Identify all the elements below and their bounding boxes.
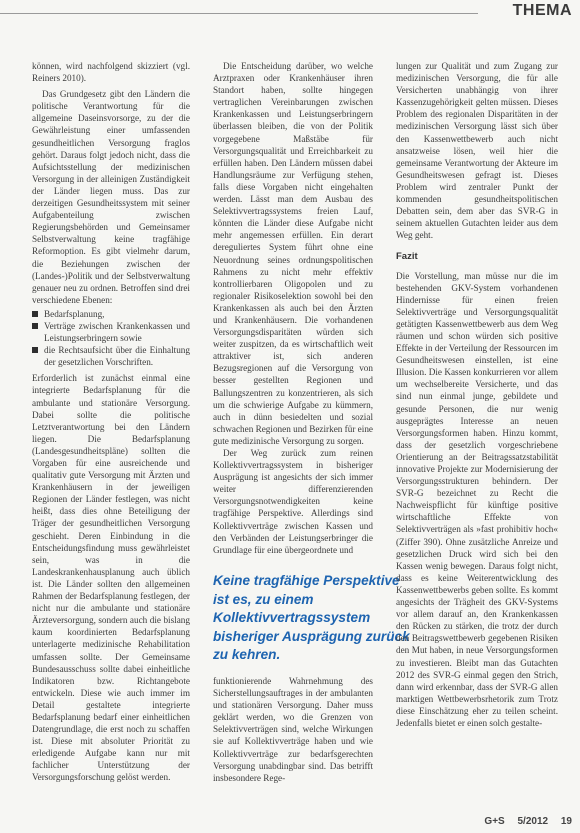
text-column-2 xyxy=(213,60,373,556)
text-column-3 xyxy=(396,60,558,729)
bullet-icon xyxy=(32,347,38,353)
paragraph: lungen zur Qualität und zum Zugang zur medizinischen Versorgung, die für alle Versicherten unabhängig von ihrer Kassenzugehörigkeit gelten müssen. Dieses Problem des regionalen Disparitäten in der medizinischen Versorgung lässt sich über den Kassenwettbewerb auch nicht ansatzweise lösen, weil hier die gemeinsame Verantwortung der Akteure im Gesundheitswesen gefragt ist. Dieses Problem wird zentraler Punkt der kommenden gesundheitspolitischen Debatten sein, dem aber das SVR-G in seinem aktuellen Gutachten leider aus dem Weg geht. xyxy=(396,61,558,241)
paragraph: Die Entscheidung darüber, wo welche Arztpraxen oder Krankenhäuser ihren Standort haben, sollte hingegen vertraglichen Vereinbarungen zwischen Krankenkassen und Leistungserbringern überlassen bleiben, die von der Politik vorgegebene Maßstäbe für Versorgungsqualität und Erreichbarkeit zu erfüllen haben. Den Ländern müssen dabei Handlungsräume zur Verfügung stehen, falls diese Vorgaben nicht eingehalten werden. Lässt man dem Ausbau des Selektivvertragssystems freien Lauf, könnten die Länder diese Aufgabe nicht mehr angemessen erfüllen. Ein derart dereguliertes System führt ohne eine Neuordnung seines ordnungspolitischen Rahmens zu nicht mehr effektiv kontrollierbaren Oligopolen und zu regionaler Risikoselektion sowohl bei den Krankenkassen als auch bei den Ärzten und Krankenhäusern. Die vorhandenen Versorgungsdisparitäten würden sich weiter zuspitzen, da es wirtschaftlich weit attraktiver ist, sich anderen Bezugsregionen auf die Versorgung von besser gestellten Regionen und Ballungszentren zu konzentrieren, als sich um die schwierige Aufgabe zu kümmern, auch in dünn besiedelten und sozial schwachen Regionen und Bezirken für eine gute medizinische Versorgung zu sorgen. xyxy=(213,61,373,446)
issue-number: 5/2012 xyxy=(517,816,549,827)
section-heading: Fazit xyxy=(396,251,418,263)
paragraph: Das Grundgesetz gibt den Ländern die politische Verantwortung für die allgemeine Daseinsvorsorge, zu der die Gewährleistung einer umfassenden gesundheitlichen Versorgung fraglos gehört. Daraus folgt jedoch nicht, dass die Aufsichtsstellung der medizinischen Versorgung in der alleinigen Zuständigkeit der Länder liegen muss. Das zur derzeitigen Gesundheitssystem mit seiner Aufgabenteilung zwischen Regierungsbehörden und Gemeinsamer Selbstverwaltung keine tragfähige Reformoption. Es gibt vielmehr darum, die Beziehungen zwischen der (Landes-)Politik und der Selbstverwaltung genauer neu zu ordnen. Betroffen sind drei verschiedene Ebenen: xyxy=(32,89,190,305)
paragraph: Die Vorstellung, man müsse nur die im bestehenden GKV-System vorhandenen Hindernisse für einen freien Selektivverträge und Versorgungsqualität getätigten Kassenwettbewerb aus dem Weg räumen und schon würden sich positive Effekte in der Verteilung der Ressourcen im Gesundheitswesen einstellen, ist eine Illusion. Die Kassen konkurrieren vor allem um wechselbereite Versicherte, und das sind nun einmal junge, gebildete und gesunde Personen, die nur wenig ausgeprägtes Interesse an neuen Versorgungsformen haben. Hinzu kommt, dass der gesetzlich vorgeschriebene Orientierung an der Beitragssatzstabilität innovative Projekte zur Modernisierung der Versorgungsstrukturen behindern. Der SVR-G bezeichnet zu Recht die Nachweispflicht für künftige positive wirtschaftliche Effekte von Selektivverträgen als »fast prohibitiv hoch« (Ziffer 390). Ohne zusätzliche Anreize und gesetzlichen Druck wird sich bei den Kassen wenig bewegen. Daraus folgt nicht, dass es keine Weiterentwicklung des Kassenwettbewerbs geben sollte. Es kommt angesichts der Trägheit des GKV-Systems vor allem darauf an, den Krankenkassen den Rücken zu stärken, die trotz der durch den Beitragswettbewerb gegebenen Risiken den Mut haben, in neue Versorgungsformen zu investieren. Bleibt man das Gutachten 2012 des SVR-G einmal gegen den Strich, dann wird erkennbar, dass der SVR-G allen marktigen Wettbewerbsrhetorik zum Trotz diese Einschätzung eher zu teilen scheint. Jedenfalls bietet er einen solch gestalte- xyxy=(396,270,558,728)
bullet-icon xyxy=(32,311,38,317)
bullet-icon xyxy=(32,323,38,329)
paragraph: funktionierende Wahrnehmung des Sicherstellungsauftrages in der ambulanten und stationären Versorgung. Daher muss geklärt werden, wo die Grenzen von Selektivverträgen sind, welche Wirkungen sie auf Kollektivverträge haben und wie Kollektivverträge zur bedarfsgerechten Versorgung unabdingbar sind. Das betrifft insbesondere Rege- xyxy=(213,676,373,783)
header-rule xyxy=(0,13,478,14)
bullet-list xyxy=(32,308,190,368)
list-item: Bedarfsplanung, xyxy=(32,308,190,320)
section-label: THEMA xyxy=(512,2,572,19)
page-header xyxy=(0,0,580,22)
text-column-2-continued xyxy=(213,675,373,784)
pull-quote: Keine tragfähige Perspektive ist es, zu einem Kollektivvertragssystem bisheriger Ausprägung zurück zu kehren. xyxy=(213,573,410,662)
list-item: die Rechtsaufsicht über die Einhaltung der gesetzlichen Vorschriften. xyxy=(32,344,190,368)
paragraph: können, wird nachfolgend skizziert (vgl. Reiners 2010). xyxy=(32,61,190,84)
page-number: 19 xyxy=(560,816,572,827)
journal-name: G+S xyxy=(484,816,505,827)
paragraph: Der Weg zurück zum reinen Kollektivvertragssystem in bisheriger Ausprägung ist angesichts der sich immer weiter differenzierenden Versorgungsnotwendigkeiten keine tragfähige Perspektive. Allerdings sind Kollektivverträge zwischen Kassen und den Verbänden der Leistungserbringer die Grundlage für eine übergeordnete und xyxy=(213,448,373,555)
paragraph: Erforderlich ist zunächst einmal eine integrierte Bedarfsplanung für die ambulante und stationäre Versorgung. Dabei sollte die politische Letztverantwortung bei den Ländern liegen. Die Bedarfsplanung (Landesgesundheitspläne) sollten die Vorgaben für eine ausreichende und qualitativ gute Versorgung mit Ärzten und Krankenhäusern in der jeweiligen Regionen der Länder festlegen, was nicht heißt, dass dies ohne Beteiligung der Träger der gesundheitlichen Versorgung geschieht. Deren Einbindung in die Entscheidungsfindung muss gewährleistet sein, was in die Landeskrankenhausplanung auch üblich ist. Die Länder sollten den allgemeinen Rahmen der Bedarfsplanung festlegen, der nicht nur die ambulante und stationäre Ärzteversorgung, sondern auch die bislang kaum koordinierten Bedarfsplanung unterlagerte medizinische Rehabilitation umfassen sollte. Der Gemeinsame Bundesausschuss sollte dabei einheitliche Indikatoren bzw. Richtangebote entwickeln. Diese wie auch immer im Detail gestaltete integrierte Bedarfsplanung bedarf einer einheitlichen Datengrundlage, die erst noch zu schaffen ist. Diese mit absoluter Priorität zu erledigende Aufgabe kann nur mit fachlicher Unterstützung der Versorgungsforschung gelöst werden. xyxy=(32,373,190,783)
page-footer xyxy=(474,816,572,827)
list-item: Verträge zwischen Krankenkassen und Leistungserbringern sowie xyxy=(32,320,190,344)
text-column-1 xyxy=(32,60,190,784)
